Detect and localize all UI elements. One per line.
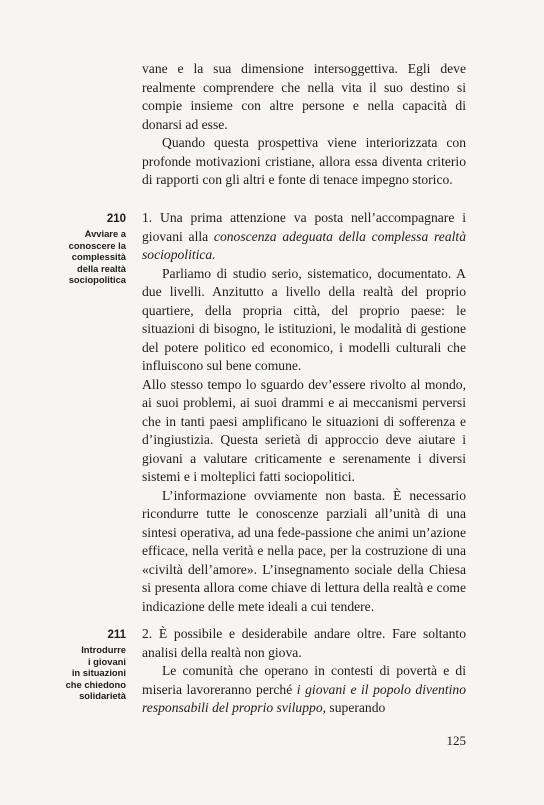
intro-text	[142, 60, 466, 190]
intro-paragraph-1: vane e la sua dimensione intersoggettiva. Egli deve realmente comprendere che nella vita il suo destino si compie insieme con altre persone e nella capacità di donarsi ad esse.	[142, 61, 466, 132]
section-211-text	[142, 625, 466, 718]
section-211-paragraph-1: 2. È possibile e desiderabile andare oltre. Fare soltanto analisi della realtà non giova.	[142, 626, 466, 660]
paragraph-text: Le comunità che operano in contesti di povertà e di miseria lavoreranno perché	[142, 663, 466, 697]
section-number: 211	[107, 629, 126, 641]
margin-note-211	[26, 628, 126, 702]
section-211-paragraph-2	[142, 662, 466, 718]
paragraph-text: 1. Una prima attenzione va posta nell’accompagnare i giovani alla	[142, 210, 466, 244]
page-number: 125	[446, 733, 466, 748]
emphasis-text: i giovani e il popolo diventino responsabili del proprio sviluppo,	[142, 681, 467, 715]
intro-paragraph-2: Quando questa prospettiva viene interiorizzata con profonde motivazioni cristiane, allora essa diventa criterio di rapporti con gli altri e fonte di tenace impegno storico.	[142, 135, 466, 187]
section-210-text	[142, 209, 466, 616]
margin-note-210	[26, 212, 126, 286]
section-210-paragraph-2: Parliamo di studio serio, sistematico, documentato. A due livelli. Anzitutto a livello della realtà del proprio quartiere, della propria città, del proprio paese: le situazioni di bisogno, le istituzioni, le modalità di gestione del potere politico ed economico, i modelli culturali che influiscono sul bene comune.	[142, 265, 466, 373]
section-number: 210	[106, 213, 126, 225]
section-210-paragraph-1	[142, 209, 466, 265]
section-caption: Introdurre i giovani in situazioni che chiedono solidarietà	[65, 644, 126, 702]
paragraph-text-end: superando	[326, 700, 386, 715]
section-210-paragraph-4: L’informazione ovviamente non basta. È necessario ricondurre tutte le conoscenze parziali all’unità di una sintesi operativa, ad una fede-passione che animi un’azione efficace, nella verità e nella pace, per la costruzione di una «civiltà dell’amore». L’insegnamento sociale della Chiesa si presenta allora come chiave di lettura della realtà e come indicazione delle mete ideali a cui tendere.	[142, 487, 466, 614]
section-caption: Avviare a conoscere la complessità della realtà sociopolitica	[68, 228, 126, 286]
section-210-paragraph-3: Allo stesso tempo lo sguardo dev’essere rivolto al mondo, ai suoi problemi, ai suoi drammi e ai meccanismi perversi che in tanti paesi amplificano le situazioni di sofferenza e d’ingiustizia. Questa serietà di approccio deve aiutare i giovani a valutare criticamente e serenamente i diversi sistemi e i molteplici fatti sociopolitici.	[142, 376, 466, 484]
emphasis-text: conoscenza adeguata della complessa realtà sociopolitica.	[142, 228, 466, 262]
